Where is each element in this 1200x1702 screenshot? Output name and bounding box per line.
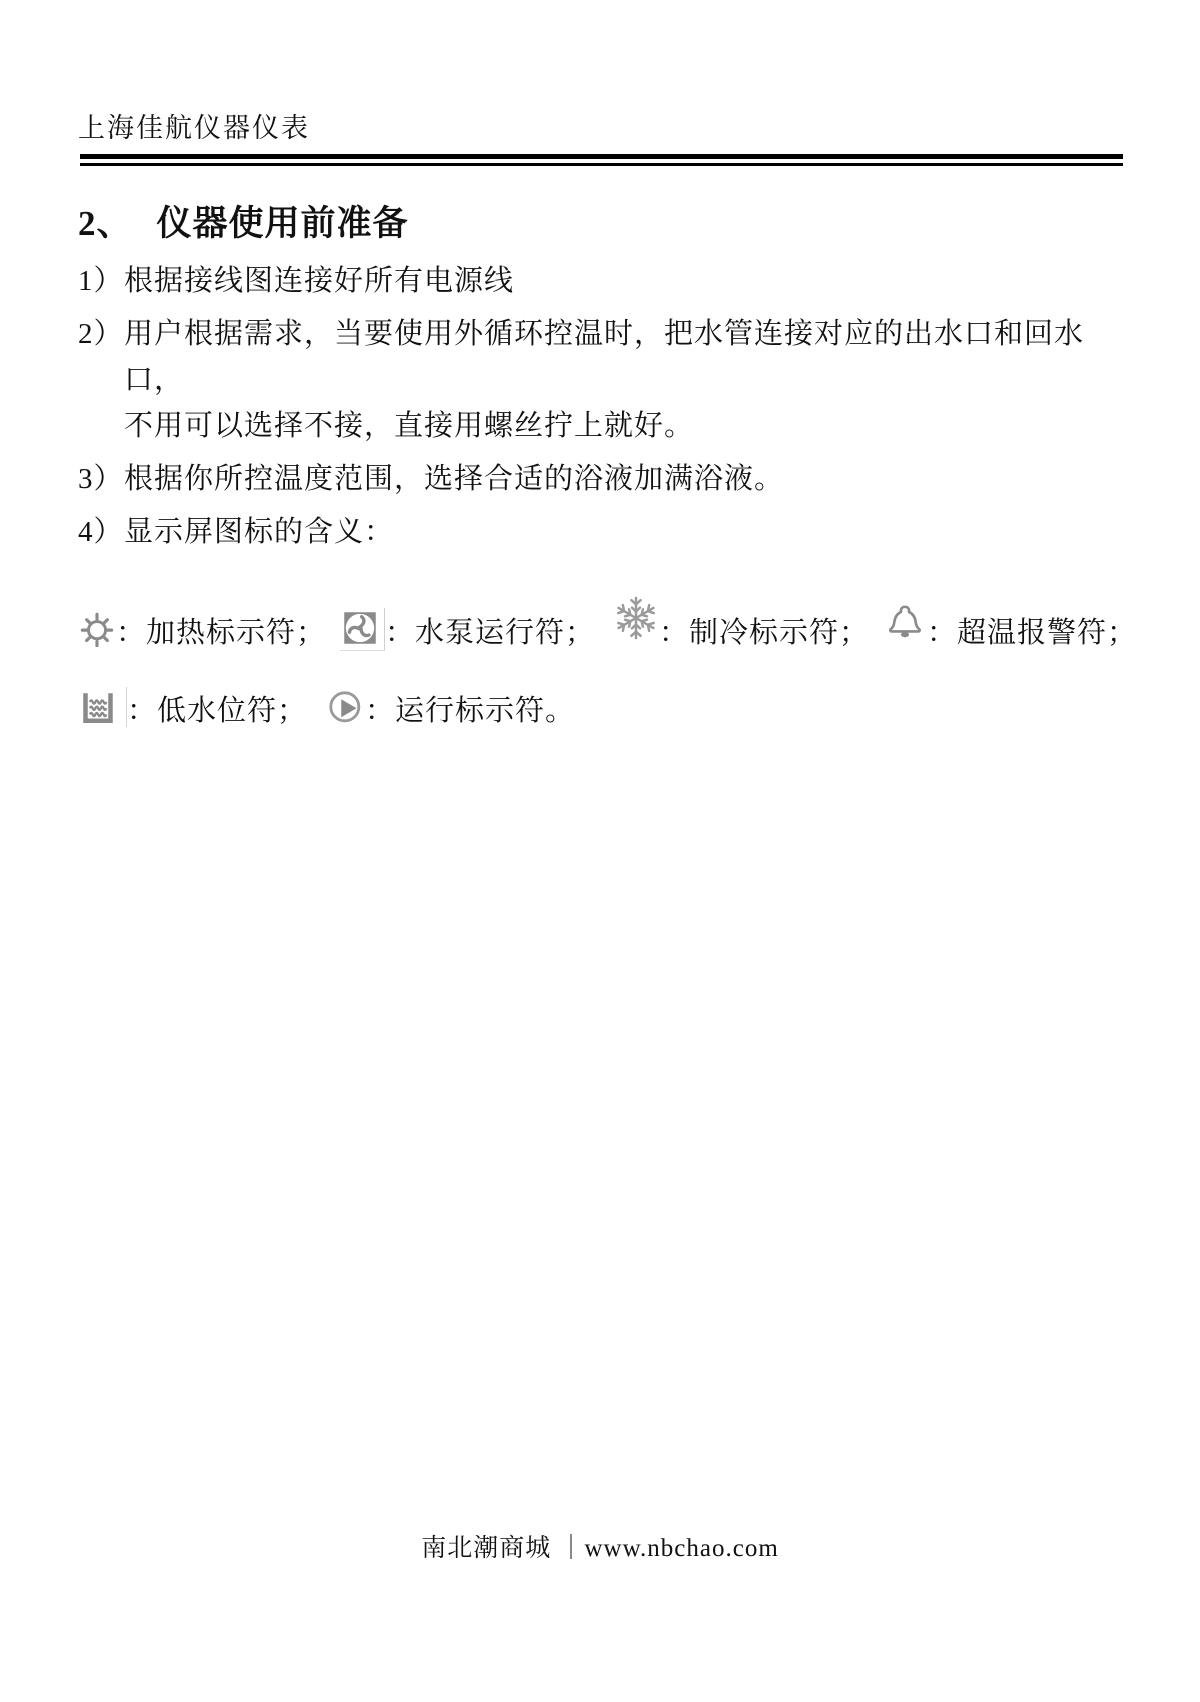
run-play-icon: [327, 689, 365, 727]
sun-heating-icon: [78, 611, 116, 647]
section-title-text: 仪器使用前准备: [156, 204, 409, 243]
instruction-list: [78, 258, 1130, 555]
legend-item-pump: [340, 608, 595, 651]
item-text: [124, 258, 1130, 304]
list-item: [78, 456, 1130, 502]
list-item: [78, 509, 1130, 555]
legend-row-2: [78, 687, 1130, 729]
snowflake-icon: [613, 595, 659, 641]
item-number: 1）: [78, 265, 124, 297]
item-line: 根据接线图连接好所有电源线: [124, 265, 515, 297]
item-number: 3）: [78, 463, 124, 495]
legend-label: ：超温报警符；: [927, 617, 1138, 649]
item-text: [124, 311, 1130, 449]
item-line: 不用可以选择不接，直接用螺丝拧上就好。: [124, 410, 695, 442]
item-line: 用户根据需求，当要使用外循环控温时，把水管连接对应的出水口和回水口，: [124, 318, 1085, 396]
item-line: 显示屏图标的含义：: [124, 516, 395, 548]
legend-item-heating: [78, 610, 326, 651]
footer-text: 南北潮商城 ｜www.nbchao.com: [421, 1535, 779, 1562]
alarm-bell-icon: [883, 603, 927, 641]
company-name: 上海佳航仪器仪表: [78, 113, 310, 143]
header-divider: [80, 154, 1123, 166]
item-number: 4）: [78, 516, 124, 548]
list-item: [78, 258, 1130, 304]
section-number: 2、: [78, 204, 133, 243]
list-item: [78, 311, 1130, 449]
legend-label: ：运行标示符。: [365, 695, 576, 727]
page-footer: [0, 1528, 1200, 1564]
item-text: [124, 456, 1130, 502]
legend-label: ：低水位符；: [127, 695, 308, 727]
legend-item-overtemp: [883, 603, 1137, 651]
section-title: [78, 196, 1130, 246]
item-line: 根据你所控温度范围，选择合适的浴液加满浴液。: [124, 463, 785, 495]
item-text: [124, 509, 1130, 555]
item-number: 2）: [78, 318, 124, 350]
pump-running-icon: [340, 608, 385, 651]
low-water-level-icon: [78, 687, 127, 727]
page-content: [0, 196, 1200, 729]
legend-label: ：加热标示符；: [116, 617, 327, 649]
legend-label: ：制冷标示符；: [659, 617, 870, 649]
legend-label: ：水泵运行符；: [385, 617, 596, 649]
legend-row-1: [78, 595, 1138, 651]
legend-item-lowwater: [78, 687, 307, 729]
legend-item-run: [321, 688, 575, 729]
icon-legend: [78, 595, 1138, 729]
page-header: [0, 0, 1200, 166]
legend-item-cooling: [609, 595, 869, 651]
